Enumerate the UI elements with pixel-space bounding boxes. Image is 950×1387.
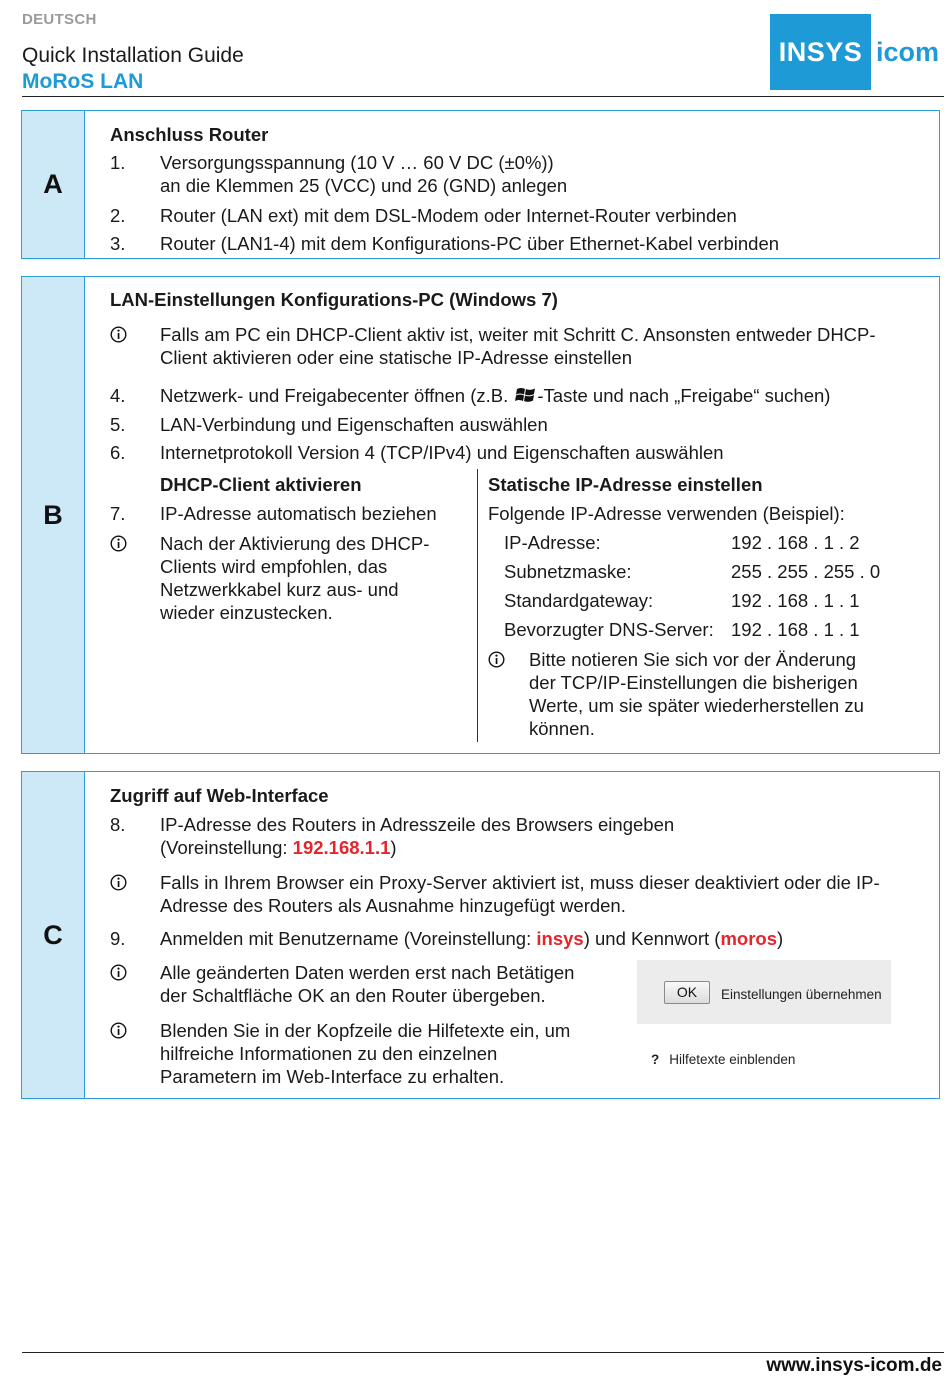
- help-question-icon: ?: [651, 1052, 660, 1067]
- step-number: 3.: [110, 233, 126, 254]
- section-a-heading: Anschluss Router: [110, 124, 269, 145]
- step-3: [110, 232, 929, 256]
- info-icon: [110, 964, 127, 981]
- step-8-text-before: (Voreinstellung:: [160, 837, 293, 858]
- ip-value: 192 . 168 . 1 . 1: [731, 590, 860, 611]
- step-8: [110, 813, 929, 861]
- step-9-text-before: Anmelden mit Benutzername (Voreinstellung:: [160, 928, 537, 949]
- step-number: 8.: [110, 814, 126, 835]
- step-number: 5.: [110, 414, 126, 435]
- step-number: 1.: [110, 152, 126, 173]
- info-line: Bitte notieren Sie sich vor der Änderung: [529, 649, 857, 670]
- dhcp-heading: DHCP-Client aktivieren: [160, 474, 362, 495]
- info-line: Adresse des Routers als Ausnahme hinzugefügt werden.: [160, 895, 626, 916]
- default-ip-value: 192.168.1.1: [292, 837, 391, 858]
- document-title: Quick Installation Guide: [22, 44, 244, 67]
- info-line: Clients wird empfohlen, das: [160, 556, 388, 577]
- step-4-text-after: -Taste und nach „Freigabe“ suchen): [537, 385, 831, 406]
- step-text: IP-Adresse automatisch beziehen: [160, 503, 437, 524]
- section-a-letter: A: [22, 111, 85, 258]
- ip-label: Bevorzugter DNS-Server:: [504, 619, 714, 640]
- product-name: MoRoS LAN: [22, 70, 144, 93]
- info-line: können.: [529, 718, 595, 739]
- info-text: [160, 532, 480, 624]
- step-4: [110, 384, 929, 408]
- show-help-texts-link[interactable]: [651, 1048, 795, 1071]
- info-icon: [110, 874, 127, 891]
- info-proxy: [110, 871, 929, 919]
- info-line: Nach der Aktivierung des DHCP-: [160, 533, 430, 554]
- ip-value: 255 . 255 . 255 . 0: [731, 561, 881, 582]
- section-a-body: [110, 111, 929, 258]
- info-line: Blenden Sie in der Kopfzeile die Hilfetexte ein, um: [160, 1020, 571, 1041]
- step-text: [160, 813, 929, 859]
- ip-label: IP-Adresse:: [504, 532, 601, 553]
- windows-logo-icon: [515, 384, 537, 406]
- ip-row-gateway: [504, 589, 950, 612]
- step-6: [110, 441, 929, 465]
- info-static-note: [488, 648, 929, 742]
- step-number: 2.: [110, 205, 126, 226]
- step-2: [110, 204, 929, 228]
- step-1-line1: Versorgungsspannung (10 V … 60 V DC (±0%)): [160, 152, 554, 173]
- info-icon: [110, 535, 127, 552]
- info-line: Falls in Ihrem Browser ein Proxy-Server aktiviert ist, muss dieser deaktiviert oder die IP-: [160, 872, 880, 893]
- step-1-line2: an die Klemmen 25 (VCC) und 26 (GND) anlegen: [160, 175, 568, 196]
- info-text: [160, 1019, 630, 1088]
- info-line: hilfreiche Informationen zu den einzelnen: [160, 1043, 498, 1064]
- step-9: [110, 927, 929, 951]
- step-text: Internetprotokoll Version 4 (TCP/IPv4) und Eigenschaften auswählen: [160, 442, 724, 463]
- ip-row-subnet: [504, 560, 950, 583]
- step-1: [110, 151, 929, 199]
- step-text: Router (LAN ext) mit dem DSL-Modem oder Internet-Router verbinden: [160, 205, 737, 226]
- info-text: [160, 323, 929, 369]
- ok-button[interactable]: OK: [664, 981, 710, 1004]
- info-line: wieder einzustecken.: [160, 602, 333, 623]
- default-password: moros: [720, 928, 777, 949]
- info-icon: [110, 1022, 127, 1039]
- section-c-body: [110, 772, 929, 1098]
- step-9-text-after: ): [777, 928, 784, 949]
- logo-text-icom: icom: [876, 37, 940, 67]
- default-username: insys: [536, 928, 584, 949]
- info-line: Parametern im Web-Interface zu erhalten.: [160, 1066, 505, 1087]
- info-dhcp-note: [110, 323, 929, 371]
- step-text: [160, 927, 929, 950]
- step-number: 6.: [110, 442, 126, 463]
- section-b: [21, 276, 940, 754]
- section-c: [21, 771, 940, 1099]
- step-8-line2: [160, 836, 929, 859]
- logo-text-insys: INSYS: [778, 37, 863, 67]
- step-text: [160, 151, 929, 197]
- step-8-text-after: ): [390, 837, 397, 858]
- header-divider: [22, 96, 944, 97]
- info-line: Client aktivieren oder eine statische IP-Adresse einstellen: [160, 347, 632, 368]
- info-text: [160, 871, 929, 917]
- static-ip-column: [488, 473, 929, 743]
- info-line: der Schaltfläche OK an den Router übergeben.: [160, 985, 546, 1006]
- language-label: DEUTSCH: [22, 11, 97, 28]
- step-text: Router (LAN1-4) mit dem Konfigurations-PC über Ethernet-Kabel verbinden: [160, 233, 780, 254]
- apply-settings-label: Einstellungen übernehmen: [721, 987, 882, 1002]
- ip-value: 192 . 168 . 1 . 2: [731, 532, 860, 553]
- info-line: Falls am PC ein DHCP-Client aktiv ist, weiter mit Schritt C. Ansonsten entweder DHCP-: [160, 324, 876, 345]
- ip-value: 192 . 168 . 1 . 1: [731, 619, 860, 640]
- ip-row-ip-address: [504, 531, 950, 554]
- ip-label: Subnetzmaske:: [504, 561, 632, 582]
- section-a: [21, 110, 940, 259]
- step-4-text-before: Netzwerk- und Freigabecenter öffnen (z.B.: [160, 385, 514, 406]
- step-5: [110, 413, 929, 437]
- ip-row-dns: [504, 618, 950, 641]
- step-9-text-middle: ) und Kennwort (: [583, 928, 721, 949]
- step-number: 7.: [110, 503, 126, 524]
- step-text: LAN-Verbindung und Eigenschaften auswählen: [160, 414, 548, 435]
- info-ok-button: [110, 961, 630, 1009]
- info-icon: [110, 326, 127, 343]
- insys-icom-logo: [770, 14, 940, 90]
- info-help-texts: [110, 1019, 630, 1091]
- step-8-line1: IP-Adresse des Routers in Adresszeile des Browsers eingeben: [160, 814, 675, 835]
- static-ip-heading: Statische IP-Adresse einstellen: [488, 474, 763, 495]
- step-number: 4.: [110, 385, 126, 406]
- footer-divider: [22, 1352, 944, 1353]
- section-b-letter: B: [22, 277, 85, 753]
- footer-url[interactable]: www.insys-icom.de: [766, 1355, 942, 1376]
- info-line: der TCP/IP-Einstellungen die bisherigen: [529, 672, 858, 693]
- info-icon: [488, 651, 505, 668]
- column-divider: [477, 469, 478, 742]
- section-c-heading: Zugriff auf Web-Interface: [110, 785, 329, 806]
- info-text: [529, 648, 929, 740]
- section-b-heading: LAN-Einstellungen Konfigurations-PC (Windows 7): [110, 289, 558, 310]
- ip-label: Standardgateway:: [504, 590, 654, 611]
- ok-button-screenshot: [637, 960, 891, 1024]
- info-line: Netzwerkkabel kurz aus- und: [160, 579, 399, 600]
- section-b-body: [110, 277, 929, 753]
- section-c-letter: C: [22, 772, 85, 1098]
- info-line: Alle geänderten Daten werden erst nach Betätigen: [160, 962, 575, 983]
- info-dhcp-cable: [110, 532, 480, 626]
- info-text: [160, 961, 630, 1007]
- step-number: 9.: [110, 928, 126, 949]
- help-link-label: Hilfetexte einblenden: [669, 1052, 796, 1067]
- info-line: Werte, um sie später wiederherstellen zu: [529, 695, 864, 716]
- step-text: [160, 384, 929, 407]
- static-ip-intro: Folgende IP-Adresse verwenden (Beispiel):: [488, 503, 845, 524]
- step-7: [110, 502, 480, 526]
